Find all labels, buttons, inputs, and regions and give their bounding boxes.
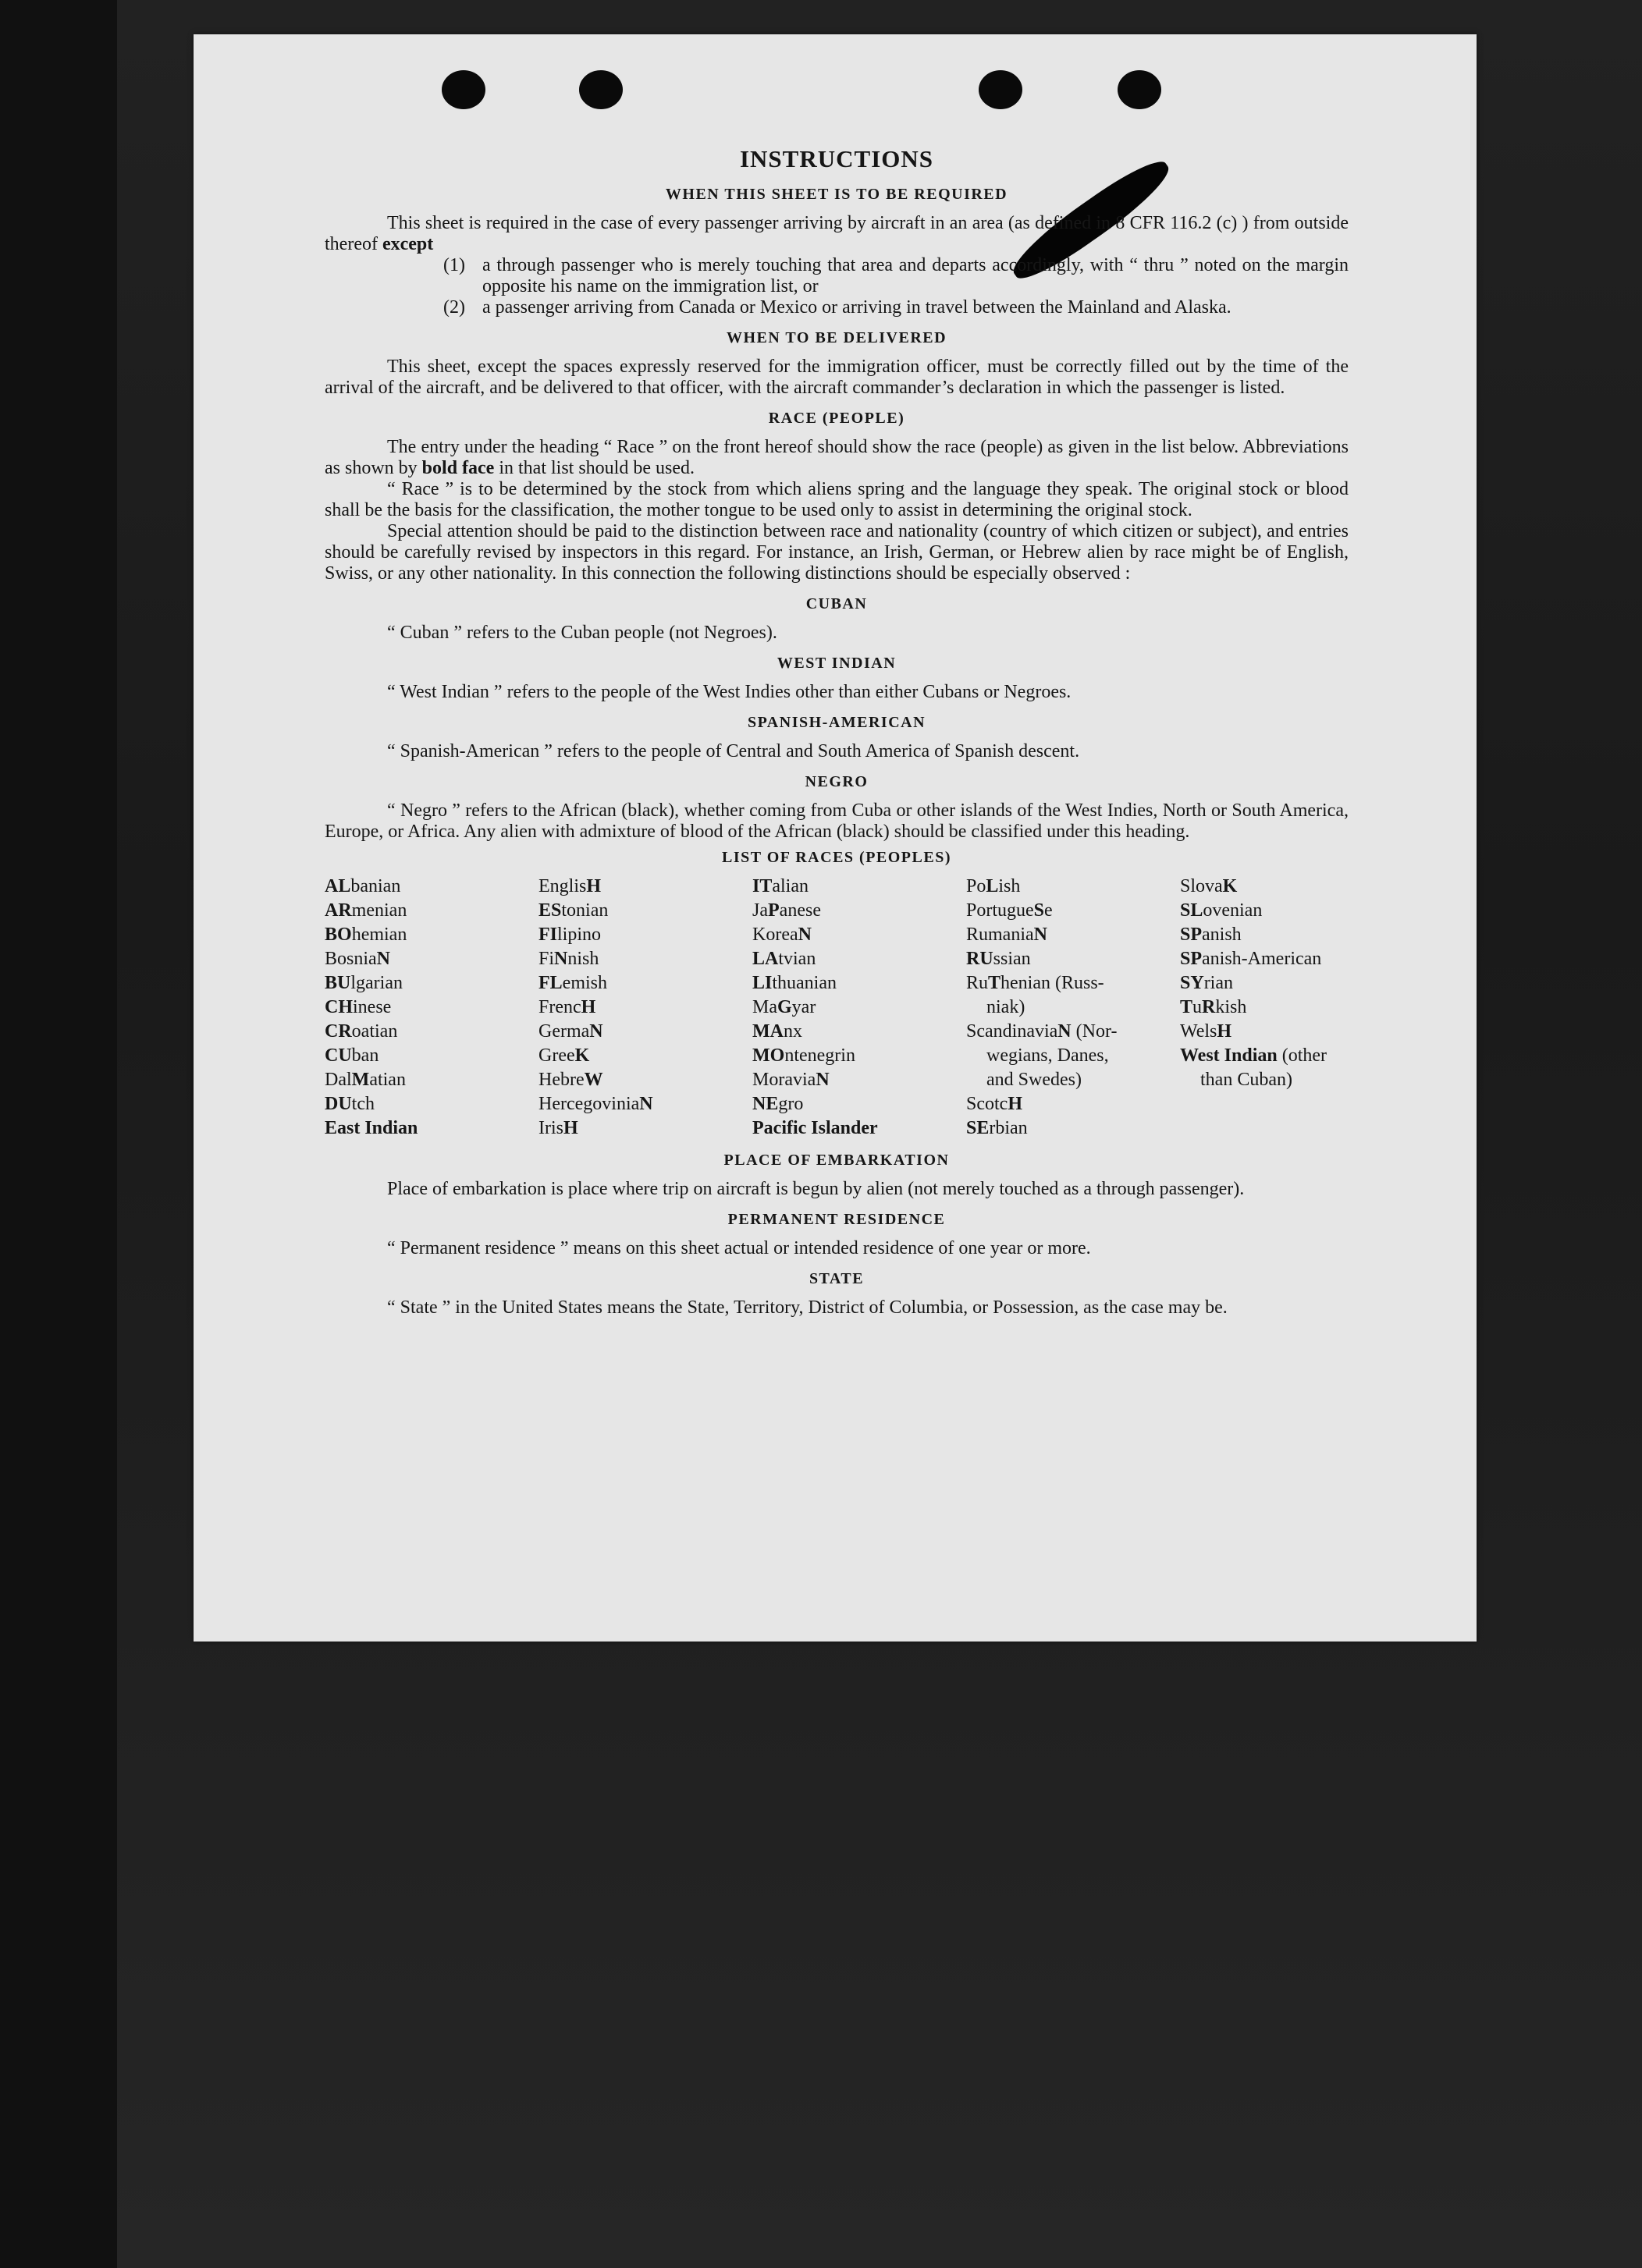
race-entry: FiNnish xyxy=(538,949,599,969)
race-paragraph-3: Special attention should be paid to the distinction between race and nationality (country of which citizen or subject), and entries should be carefully revised by inspectors in this regard. For instance, an Irish, German, or Hebrew alien by race might be of English, Swiss, or any other nationality. In this connection the following distinctions should be especially observed : xyxy=(325,521,1349,584)
races-column xyxy=(966,875,1180,1141)
race-entry: FLemish xyxy=(538,973,607,993)
race-entry: SPanish xyxy=(1180,925,1242,945)
race-entry: JaPanese xyxy=(752,900,821,921)
race-entry: HercegoviniaN xyxy=(538,1094,653,1114)
race-entry: BOhemian xyxy=(325,925,407,945)
required-item-1: (1) a through passenger who is merely touching that area and departs accordingly, with “ thru ” noted on the margin opposite his name on the immigration list, or xyxy=(443,255,1349,296)
heading-residence: PERMANENT RESIDENCE xyxy=(727,1211,946,1228)
heading-required: WHEN THIS SHEET IS TO BE REQUIRED xyxy=(665,186,1008,203)
race-entry: MOntenegrin xyxy=(752,1045,855,1066)
race-entry: RUssian xyxy=(966,949,1031,969)
race-entry: ALbanian xyxy=(325,876,401,896)
race-entry: East Indian xyxy=(325,1118,418,1138)
embarkation-text: Place of embarkation is place where trip on aircraft is begun by alien (not merely touched as a through passenger). xyxy=(387,1179,1245,1199)
heading-race: RACE (PEOPLE) xyxy=(768,410,905,427)
delivered-text: This sheet, except the spaces expressly reserved for the immigration officer, must be correctly filled out by the time of the arrival of the aircraft, and be delivered to that officer, with the aircraft commander’s declaration in which the passenger is listed. xyxy=(325,357,1349,398)
race-entry: CUban xyxy=(325,1045,379,1066)
race-entry: SPanish-American xyxy=(1180,949,1322,969)
race-entry: PoLish xyxy=(966,876,1021,896)
heading-west-indian: WEST INDIAN xyxy=(777,655,897,672)
race-entry: LIthuanian xyxy=(752,973,837,993)
spanish-american-text: “ Spanish-American ” refers to the people of Central and South America of Spanish descent. xyxy=(387,741,1080,761)
races-list xyxy=(325,875,1349,1141)
heading-state: STATE xyxy=(809,1270,865,1287)
race-entry: CHinese xyxy=(325,997,392,1017)
west-indian-text: “ West Indian ” refers to the people of the West Indies other than either Cubans or Negroes. xyxy=(387,682,1072,702)
punch-hole xyxy=(979,70,1022,109)
race-entry: Pacific Islander xyxy=(752,1118,878,1138)
races-column xyxy=(325,875,538,1141)
race-entry: GreeK xyxy=(538,1045,590,1066)
race-entry: SLovenian xyxy=(1180,900,1263,921)
race-paragraph-2: “ Race ” is to be determined by the stock from which aliens spring and the language they speak. The original stock or blood shall be the basis for the classification, the mother tongue to be used only to assist in determining the original stock. xyxy=(325,479,1349,520)
race-entry: FrencH xyxy=(538,997,596,1017)
races-column xyxy=(1180,875,1349,1141)
required-item-2: (2) a passenger arriving from Canada or Mexico or arriving in travel between the Mainland and Alaska. xyxy=(443,297,1232,318)
race-entry: niak) xyxy=(986,997,1025,1017)
race-entry: NEgro xyxy=(752,1094,804,1114)
race-entry: BUlgarian xyxy=(325,973,403,993)
heading-spanish-american: SPANISH-AMERICAN xyxy=(747,714,926,731)
race-entry: MoraviaN xyxy=(752,1070,830,1090)
instructions-content xyxy=(325,144,1349,1319)
races-column xyxy=(538,875,752,1141)
cuban-text: “ Cuban ” refers to the Cuban people (not Negroes). xyxy=(387,623,777,643)
race-entry: SYrian xyxy=(1180,973,1233,993)
race-entry: wegians, Danes, xyxy=(986,1045,1109,1066)
race-entry: and Swedes) xyxy=(986,1070,1082,1090)
punch-hole xyxy=(579,70,623,109)
race-entry: WelsH xyxy=(1180,1021,1232,1042)
heading-list-of-races: LIST OF RACES (PEOPLES) xyxy=(721,849,951,866)
race-entry: KoreaN xyxy=(752,925,812,945)
race-entry: BosniaN xyxy=(325,949,391,969)
race-entry: RumaniaN xyxy=(966,925,1047,945)
races-column xyxy=(752,875,966,1141)
race-entry: DalMatian xyxy=(325,1070,406,1090)
punch-hole xyxy=(442,70,485,109)
race-entry: EnglisH xyxy=(538,876,602,896)
race-entry: than Cuban) xyxy=(1200,1070,1292,1090)
document-page xyxy=(194,34,1477,1642)
race-entry: DUtch xyxy=(325,1094,375,1114)
race-entry: West Indian (other xyxy=(1180,1045,1327,1066)
residence-text: “ Permanent residence ” means on this sheet actual or intended residence of one year or more. xyxy=(387,1238,1091,1258)
race-entry: GermaN xyxy=(538,1021,603,1042)
race-entry: HebreW xyxy=(538,1070,603,1090)
race-entry: MaGyar xyxy=(752,997,816,1017)
heading-embarkation: PLACE OF EMBARKATION xyxy=(723,1152,950,1169)
heading-delivered: WHEN TO BE DELIVERED xyxy=(726,329,947,346)
scan-left-edge xyxy=(0,0,117,2268)
race-entry: ITalian xyxy=(752,876,809,896)
state-text: “ State ” in the United States means the State, Territory, District of Columbia, or Possession, as the case may be. xyxy=(387,1297,1228,1318)
race-entry: SlovaK xyxy=(1180,876,1238,896)
race-entry: ARmenian xyxy=(325,900,407,921)
page-title: INSTRUCTIONS xyxy=(739,145,933,172)
race-entry: ScotcH xyxy=(966,1094,1022,1114)
race-entry: SErbian xyxy=(966,1118,1028,1138)
race-entry: CRoatian xyxy=(325,1021,398,1042)
race-entry: MAnx xyxy=(752,1021,802,1042)
race-entry: ScandinaviaN (Nor- xyxy=(966,1021,1118,1042)
race-entry: IrisH xyxy=(538,1118,578,1138)
race-entry: RuThenian (Russ- xyxy=(966,973,1104,993)
punch-hole xyxy=(1118,70,1161,109)
race-paragraph-1: The entry under the heading “ Race ” on the front hereof should show the race (people) as given in the list below. Abbreviations as shown by bold face in that list should be used. xyxy=(325,437,1349,478)
race-entry: EStonian xyxy=(538,900,609,921)
required-intro: This sheet is required in the case of every passenger arriving by aircraft in an area (as defined in 8 CFR 116.2 (c) ) from outside thereof except xyxy=(325,213,1349,254)
heading-cuban: CUBAN xyxy=(805,595,868,612)
race-entry: FIlipino xyxy=(538,925,602,945)
race-entry: PortugueSe xyxy=(966,900,1053,921)
negro-text: “ Negro ” refers to the African (black), whether coming from Cuba or other islands of the West Indies, North or South America, Europe, or Africa. Any alien with admixture of blood of the African (black) should be classified under this heading. xyxy=(325,800,1349,842)
heading-negro: NEGRO xyxy=(805,773,869,790)
race-entry: TuRkish xyxy=(1180,997,1247,1017)
race-entry: LAtvian xyxy=(752,949,816,969)
